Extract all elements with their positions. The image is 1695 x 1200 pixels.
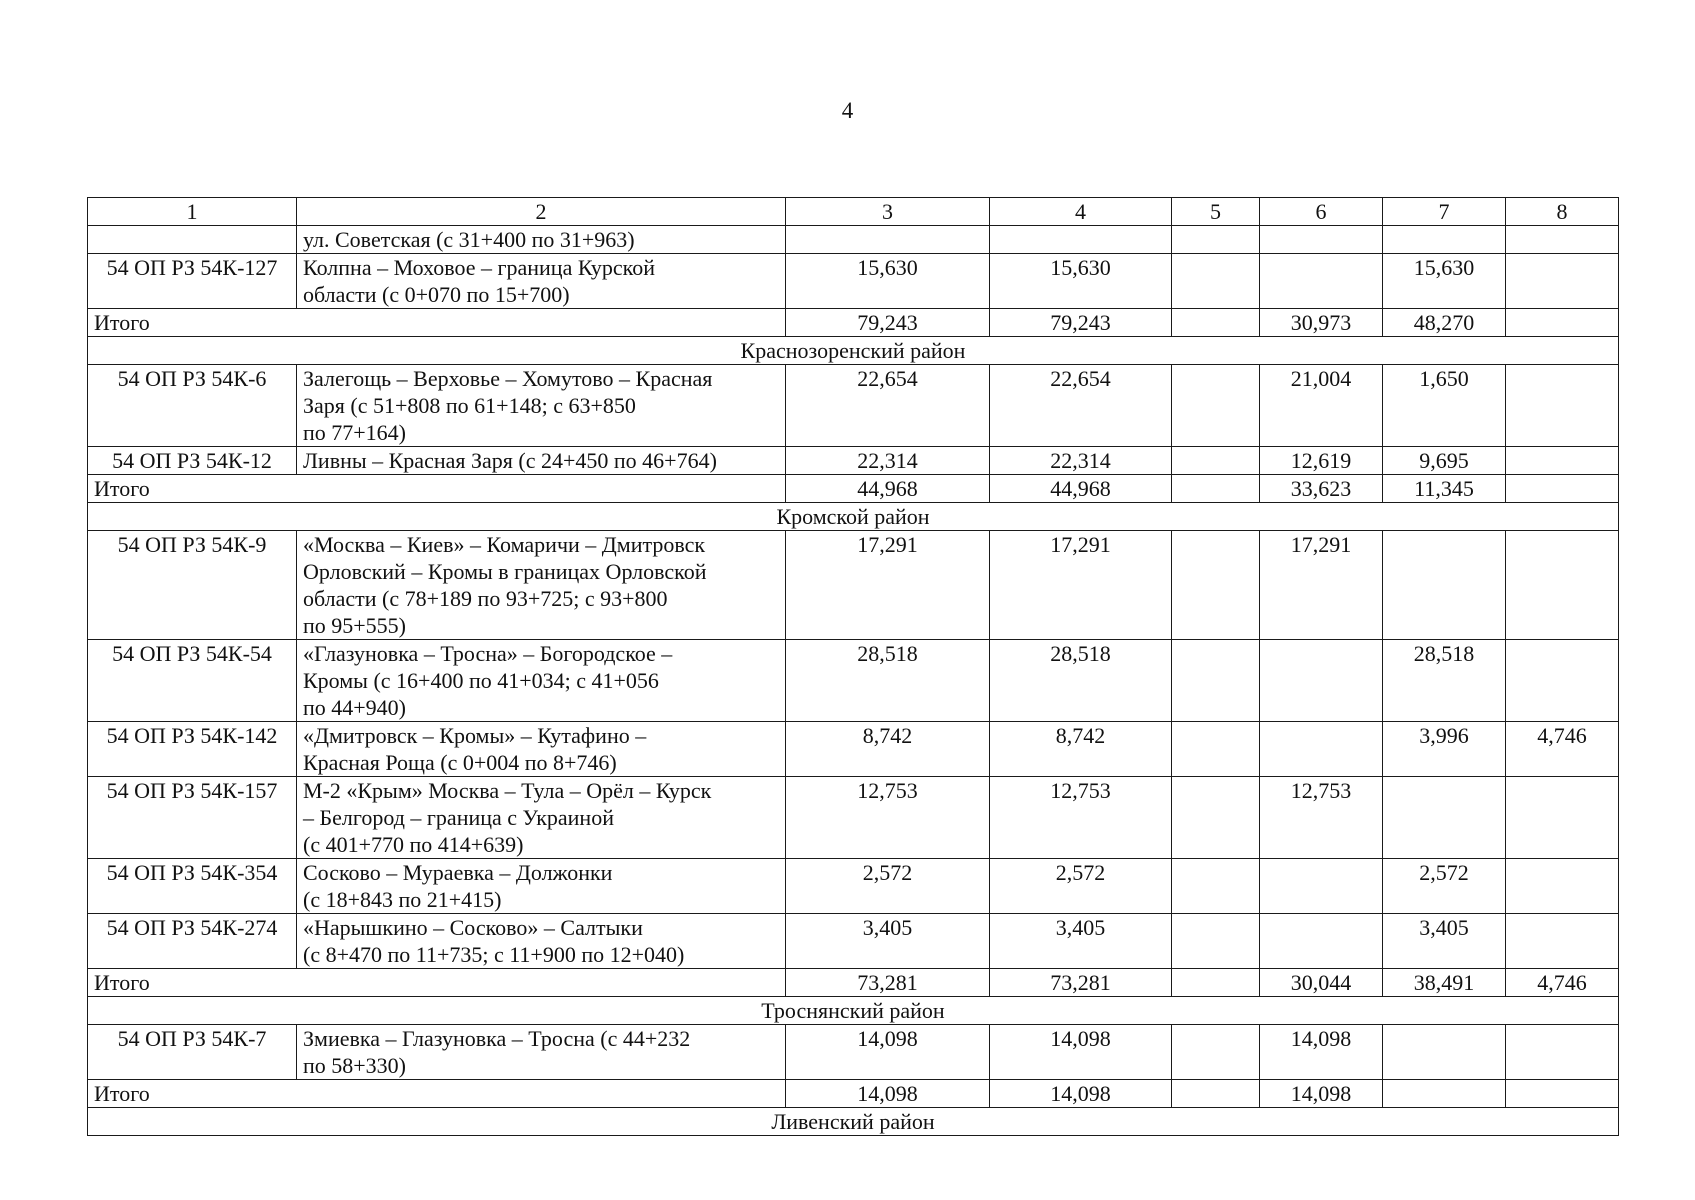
column-number-1: 1 <box>88 198 297 226</box>
column-number-8: 8 <box>1506 198 1619 226</box>
road-name-line: Сосково – Мураевка – Должонки <box>303 860 613 885</box>
total-value-c6: 14,098 <box>1260 1080 1383 1108</box>
column-number-6: 6 <box>1260 198 1383 226</box>
total-value-c7: 38,491 <box>1383 969 1506 997</box>
value-c4: 28,518 <box>990 640 1172 722</box>
district-name: Ливенский район <box>88 1108 1619 1136</box>
road-name-line: «Дмитровск – Кромы» – Кутафино – <box>303 723 647 748</box>
total-value-c8 <box>1506 1080 1619 1108</box>
value-c5 <box>1172 914 1260 969</box>
road-name-line: «Москва – Киев» – Комаричи – Дмитровск <box>303 532 706 557</box>
table-row <box>88 722 1619 777</box>
value-c4: 8,742 <box>990 722 1172 777</box>
total-value-c8 <box>1506 475 1619 503</box>
road-name-line: Змиевка – Глазуновка – Тросна (с 44+232 <box>303 1026 691 1051</box>
road-code: 54 ОП РЗ 54К-54 <box>88 640 297 722</box>
total-value-c8: 4,746 <box>1506 969 1619 997</box>
value-c7: 1,650 <box>1383 365 1506 447</box>
total-value-c7: 48,270 <box>1383 309 1506 337</box>
value-c7 <box>1383 226 1506 254</box>
road-name <box>297 447 786 475</box>
value-c6: 17,291 <box>1260 531 1383 640</box>
total-label: Итого <box>88 1080 786 1108</box>
road-code: 54 ОП РЗ 54К-142 <box>88 722 297 777</box>
total-value-c6: 30,973 <box>1260 309 1383 337</box>
road-name-line: области (с 78+189 по 93+725; с 93+800 <box>303 586 668 611</box>
value-c6 <box>1260 722 1383 777</box>
road-name <box>297 722 786 777</box>
value-c8 <box>1506 859 1619 914</box>
road-name-line: Ливны – Красная Заря (с 24+450 по 46+764) <box>303 448 717 473</box>
value-c3: 2,572 <box>786 859 990 914</box>
value-c5 <box>1172 447 1260 475</box>
road-code: 54 ОП РЗ 54К-274 <box>88 914 297 969</box>
value-c3: 22,314 <box>786 447 990 475</box>
value-c5 <box>1172 531 1260 640</box>
value-c8 <box>1506 640 1619 722</box>
total-value-c4: 73,281 <box>990 969 1172 997</box>
road-name-line: по 77+164) <box>303 420 407 445</box>
value-c3: 14,098 <box>786 1025 990 1080</box>
district-header-row <box>88 1108 1619 1136</box>
value-c7: 3,405 <box>1383 914 1506 969</box>
value-c6: 14,098 <box>1260 1025 1383 1080</box>
road-name-line: Кромы (с 16+400 по 41+034; с 41+056 <box>303 668 659 693</box>
column-number-5: 5 <box>1172 198 1260 226</box>
value-c6 <box>1260 859 1383 914</box>
road-name <box>297 531 786 640</box>
value-c5 <box>1172 777 1260 859</box>
value-c5 <box>1172 722 1260 777</box>
road-name <box>297 640 786 722</box>
value-c3: 28,518 <box>786 640 990 722</box>
table-row <box>88 640 1619 722</box>
value-c3 <box>786 226 990 254</box>
road-name <box>297 365 786 447</box>
value-c8: 4,746 <box>1506 722 1619 777</box>
total-value-c6: 30,044 <box>1260 969 1383 997</box>
value-c7 <box>1383 777 1506 859</box>
total-value-c6: 33,623 <box>1260 475 1383 503</box>
total-row <box>88 969 1619 997</box>
road-name-line: области (с 0+070 по 15+700) <box>303 282 570 307</box>
value-c4: 17,291 <box>990 531 1172 640</box>
value-c8 <box>1506 365 1619 447</box>
road-name-line: Колпна – Моховое – граница Курской <box>303 255 655 280</box>
total-value-c4: 44,968 <box>990 475 1172 503</box>
total-value-c4: 14,098 <box>990 1080 1172 1108</box>
value-c6: 12,619 <box>1260 447 1383 475</box>
value-c4 <box>990 226 1172 254</box>
table-row <box>88 777 1619 859</box>
value-c4: 15,630 <box>990 254 1172 309</box>
value-c5 <box>1172 640 1260 722</box>
value-c5 <box>1172 254 1260 309</box>
roads-table <box>87 197 1619 1136</box>
value-c5 <box>1172 859 1260 914</box>
road-code: 54 ОП РЗ 54К-157 <box>88 777 297 859</box>
value-c8 <box>1506 1025 1619 1080</box>
value-c7 <box>1383 1025 1506 1080</box>
value-c8 <box>1506 254 1619 309</box>
road-name-line: по 58+330) <box>303 1053 407 1078</box>
road-name-line: Залегощь – Верховье – Хомутово – Красная <box>303 366 713 391</box>
total-value-c3: 14,098 <box>786 1080 990 1108</box>
table-row <box>88 365 1619 447</box>
road-code <box>88 226 297 254</box>
value-c5 <box>1172 226 1260 254</box>
road-code: 54 ОП РЗ 54К-9 <box>88 531 297 640</box>
total-value-c5 <box>1172 1080 1260 1108</box>
column-number-4: 4 <box>990 198 1172 226</box>
table-row <box>88 447 1619 475</box>
road-name-line: (с 8+470 по 11+735; с 11+900 по 12+040) <box>303 942 685 967</box>
value-c7: 2,572 <box>1383 859 1506 914</box>
value-c4: 12,753 <box>990 777 1172 859</box>
total-value-c7: 11,345 <box>1383 475 1506 503</box>
total-label: Итого <box>88 475 786 503</box>
road-name-line: «Нарышкино – Сосково» – Салтыки <box>303 915 643 940</box>
value-c6 <box>1260 226 1383 254</box>
value-c8 <box>1506 914 1619 969</box>
total-value-c5 <box>1172 969 1260 997</box>
value-c7 <box>1383 531 1506 640</box>
road-name-line: М-2 «Крым» Москва – Тула – Орёл – Курск <box>303 778 712 803</box>
value-c6 <box>1260 254 1383 309</box>
value-c6: 12,753 <box>1260 777 1383 859</box>
column-number-3: 3 <box>786 198 990 226</box>
road-name <box>297 914 786 969</box>
total-value-c8 <box>1506 309 1619 337</box>
road-name-line: – Белгород – граница с Украиной <box>303 805 614 830</box>
road-name <box>297 777 786 859</box>
total-value-c4: 79,243 <box>990 309 1172 337</box>
table-row <box>88 914 1619 969</box>
table-row <box>88 531 1619 640</box>
value-c4: 14,098 <box>990 1025 1172 1080</box>
value-c3: 22,654 <box>786 365 990 447</box>
district-name: Кромской район <box>88 503 1619 531</box>
value-c3: 3,405 <box>786 914 990 969</box>
value-c8 <box>1506 531 1619 640</box>
total-row <box>88 309 1619 337</box>
table-body <box>88 198 1619 1136</box>
road-name-line: по 95+555) <box>303 613 407 638</box>
district-name: Краснозоренский район <box>88 337 1619 365</box>
road-code: 54 ОП РЗ 54К-6 <box>88 365 297 447</box>
total-value-c5 <box>1172 309 1260 337</box>
total-value-c5 <box>1172 475 1260 503</box>
value-c3: 15,630 <box>786 254 990 309</box>
road-name <box>297 254 786 309</box>
road-name-line: (с 18+843 по 21+415) <box>303 887 502 912</box>
column-number-2: 2 <box>297 198 786 226</box>
value-c5 <box>1172 1025 1260 1080</box>
road-name-line: Заря (с 51+808 по 61+148; с 63+850 <box>303 393 636 418</box>
table-row <box>88 859 1619 914</box>
road-code: 54 ОП РЗ 54К-7 <box>88 1025 297 1080</box>
road-name-line: «Глазуновка – Тросна» – Богородское – <box>303 641 673 666</box>
road-code: 54 ОП РЗ 54К-354 <box>88 859 297 914</box>
total-row <box>88 475 1619 503</box>
value-c3: 17,291 <box>786 531 990 640</box>
value-c3: 8,742 <box>786 722 990 777</box>
road-name <box>297 1025 786 1080</box>
value-c7: 3,996 <box>1383 722 1506 777</box>
district-header-row <box>88 503 1619 531</box>
value-c7: 15,630 <box>1383 254 1506 309</box>
table-row <box>88 254 1619 309</box>
value-c4: 22,654 <box>990 365 1172 447</box>
district-header-row <box>88 997 1619 1025</box>
value-c8 <box>1506 777 1619 859</box>
value-c6 <box>1260 914 1383 969</box>
value-c8 <box>1506 226 1619 254</box>
value-c4: 2,572 <box>990 859 1172 914</box>
value-c7: 28,518 <box>1383 640 1506 722</box>
road-name-line: Красная Роща (с 0+004 по 8+746) <box>303 750 617 775</box>
table-row <box>88 226 1619 254</box>
value-c5 <box>1172 365 1260 447</box>
value-c8 <box>1506 447 1619 475</box>
district-header-row <box>88 337 1619 365</box>
table-row <box>88 1025 1619 1080</box>
road-name-line: ул. Советская (с 31+400 по 31+963) <box>303 227 635 252</box>
road-name-line: по 44+940) <box>303 695 407 720</box>
page-number: 4 <box>841 98 854 123</box>
total-value-c3: 79,243 <box>786 309 990 337</box>
value-c6 <box>1260 640 1383 722</box>
total-row <box>88 1080 1619 1108</box>
value-c4: 3,405 <box>990 914 1172 969</box>
column-number-header-row <box>88 198 1619 226</box>
total-value-c3: 73,281 <box>786 969 990 997</box>
total-value-c3: 44,968 <box>786 475 990 503</box>
value-c4: 22,314 <box>990 447 1172 475</box>
value-c3: 12,753 <box>786 777 990 859</box>
road-name-line: Орловский – Кромы в границах Орловской <box>303 559 707 584</box>
value-c6: 21,004 <box>1260 365 1383 447</box>
total-value-c7 <box>1383 1080 1506 1108</box>
road-name-line: (с 401+770 по 414+639) <box>303 832 524 857</box>
total-label: Итого <box>88 969 786 997</box>
district-name: Троснянский район <box>88 997 1619 1025</box>
road-name <box>297 226 786 254</box>
road-name <box>297 859 786 914</box>
value-c7: 9,695 <box>1383 447 1506 475</box>
column-number-7: 7 <box>1383 198 1506 226</box>
road-code: 54 ОП РЗ 54К-127 <box>88 254 297 309</box>
road-code: 54 ОП РЗ 54К-12 <box>88 447 297 475</box>
total-label: Итого <box>88 309 786 337</box>
